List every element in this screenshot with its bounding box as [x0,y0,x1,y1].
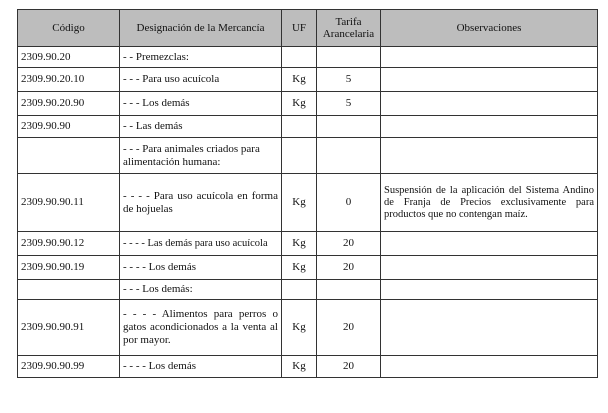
cell-tariff: 20 [317,232,381,256]
header-observations: Observaciones [381,10,598,47]
cell-tariff: 20 [317,300,381,356]
cell-observations [381,68,598,92]
header-description: Designación de la Mercancía [120,10,282,47]
cell-description: - - - - Las demás para uso acuícola [120,232,282,256]
cell-tariff: 20 [317,256,381,280]
cell-code: 2309.90.20.10 [18,68,120,92]
cell-description: - - Las demás [120,116,282,138]
cell-description: - - - - Alimentos para perros o gatos acondicionados a la venta al por mayor. [120,300,282,356]
cell-description: - - - - Los demás [120,256,282,280]
header-tariff [317,10,381,47]
cell-observations: Suspensión de la aplicación del Sistema Andino de Franja de Precios exclusivamente para productos que no contengan maíz. [381,174,598,232]
table-row [18,300,598,356]
table-row [18,280,598,300]
cell-description: - - - Los demás [120,92,282,116]
cell-description: - - Premezclas: [120,47,282,68]
cell-unit [282,47,317,68]
cell-observations [381,256,598,280]
cell-code: 2309.90.90.12 [18,232,120,256]
table-row [18,256,598,280]
cell-description: - - - Para animales criados para alimentación humana: [120,138,282,174]
table-row [18,138,598,174]
header-row [18,10,598,47]
cell-tariff [317,47,381,68]
cell-tariff [317,116,381,138]
header-code: Código [18,10,120,47]
cell-unit: Kg [282,356,317,378]
cell-code: 2309.90.90.99 [18,356,120,378]
cell-tariff [317,280,381,300]
tariff-table [17,9,598,378]
cell-unit: Kg [282,256,317,280]
cell-code: 2309.90.90 [18,116,120,138]
table-row [18,92,598,116]
cell-description: - - - - Los demás [120,356,282,378]
table-row [18,47,598,68]
cell-tariff: 20 [317,356,381,378]
cell-unit: Kg [282,174,317,232]
cell-tariff: 5 [317,92,381,116]
cell-observations [381,92,598,116]
cell-unit: Kg [282,68,317,92]
cell-code: 2309.90.90.91 [18,300,120,356]
cell-observations [381,47,598,68]
table-row [18,232,598,256]
table-row [18,68,598,92]
cell-observations [381,232,598,256]
cell-observations [381,138,598,174]
cell-unit [282,138,317,174]
cell-description: - - - Para uso acuícola [120,68,282,92]
cell-observations [381,356,598,378]
cell-unit: Kg [282,232,317,256]
header-unit: UF [282,10,317,47]
table-row [18,174,598,232]
cell-tariff [317,138,381,174]
header-tariff-line1: Tarifa [335,16,362,28]
cell-observations [381,300,598,356]
cell-code: 2309.90.20 [18,47,120,68]
cell-observations [381,280,598,300]
cell-observations [381,116,598,138]
cell-unit [282,280,317,300]
table-row [18,116,598,138]
cell-code: 2309.90.90.11 [18,174,120,232]
cell-description: - - - Los demás: [120,280,282,300]
cell-description: - - - - Para uso acuícola en forma de hojuelas [120,174,282,232]
header-tariff-line2: Arancelaria [322,28,375,40]
cell-unit: Kg [282,300,317,356]
cell-code [18,280,120,300]
cell-tariff: 0 [317,174,381,232]
cell-code [18,138,120,174]
cell-tariff: 5 [317,68,381,92]
table-row [18,356,598,378]
cell-code: 2309.90.90.19 [18,256,120,280]
cell-unit: Kg [282,92,317,116]
cell-code: 2309.90.20.90 [18,92,120,116]
cell-unit [282,116,317,138]
